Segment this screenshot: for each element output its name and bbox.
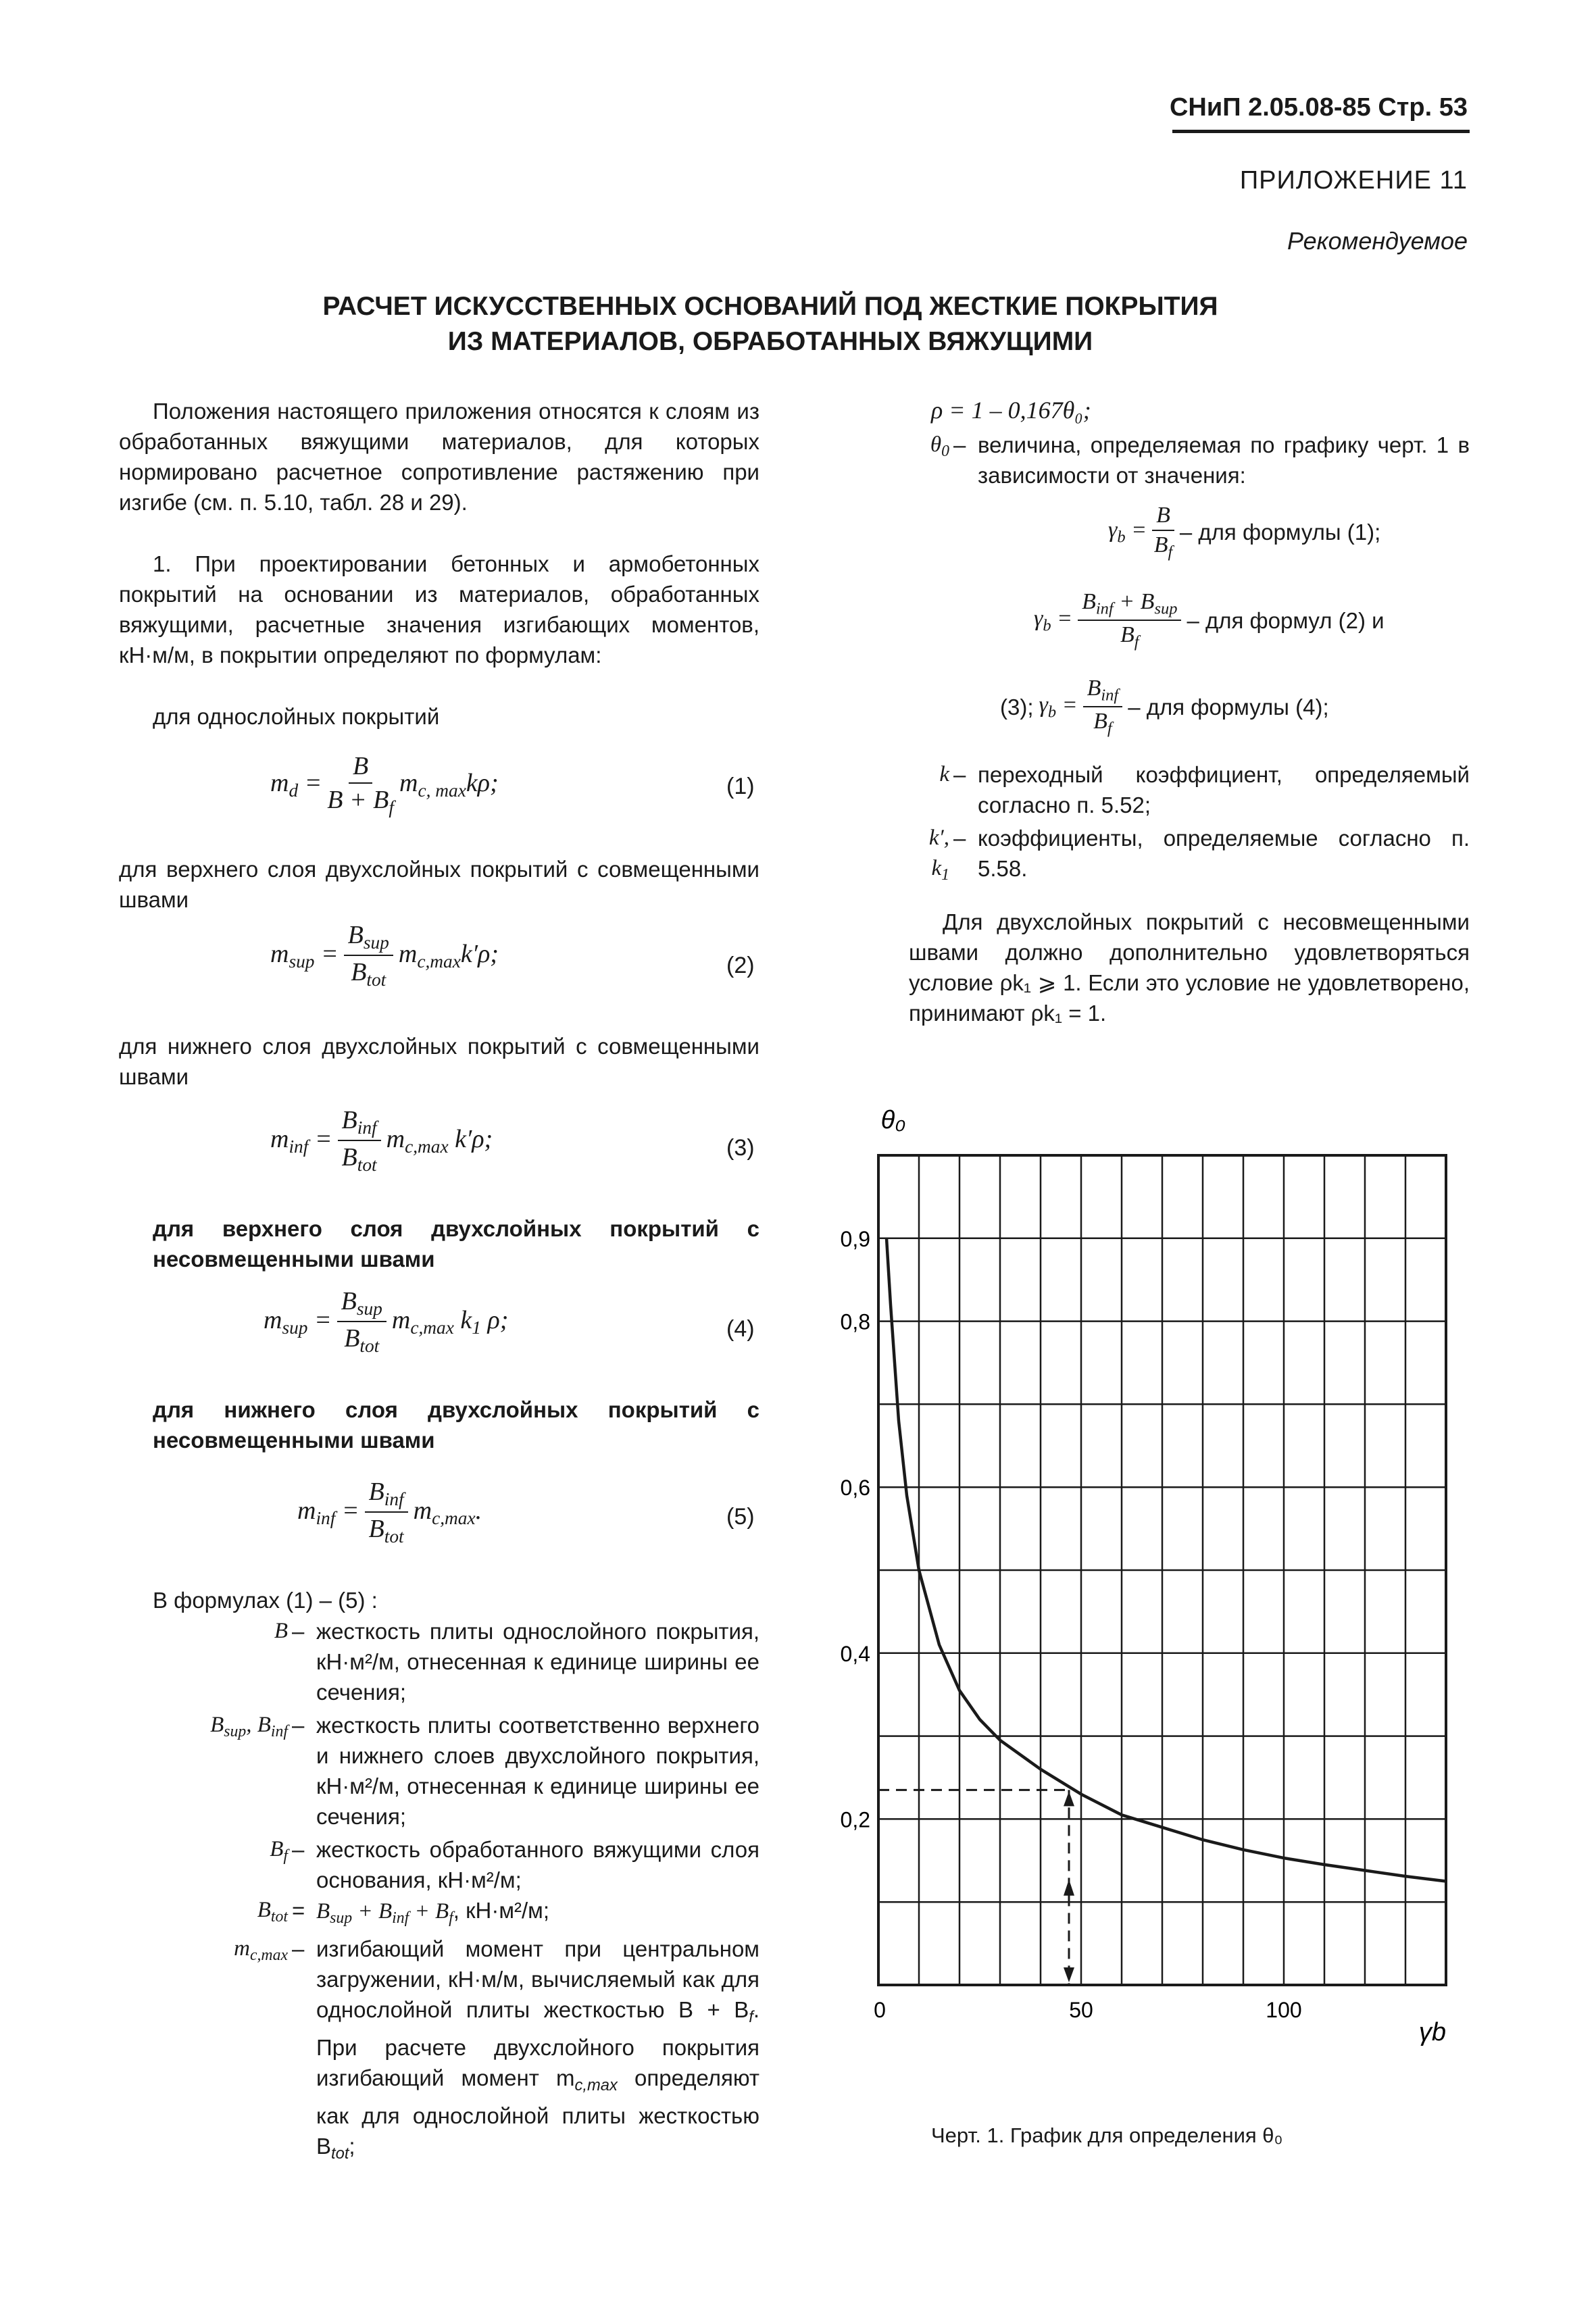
formula-5: $m_{inf}$ = $\frac{B_{inf}}{B_{tot}}$ $m_{c,max}$. [297,1478,482,1547]
definition-Bf: $B_f$ – жесткость обработанного вяжущими слоя основания, кН·м²/м; [270,1837,759,1892]
example-arrow-down [1064,1967,1074,1982]
appendix-status: Рекомендуемое [1287,227,1468,255]
y-tick-label: 0,6 [840,1476,870,1501]
theta-curve [887,1238,1446,1882]
example-arrow-up [1064,1791,1074,1806]
x-tick-label: 100 [1266,1998,1302,2022]
formula-1-rhs: $m_{c, max}k\rho$; [399,769,499,801]
definition-B: B – жесткость плиты однослойного покрытия, кН·м²/м, отнесенная к единице ширины ее сечения; [274,1619,759,1705]
intro-paragraph: Положения настоящего приложения относятся к слоям из обработанных вяжущими материалов, для которых нормировано расчетное сопротивление растяжению при изгибе (см. п. 5.10, табл. 28 и 29). [119,399,759,515]
appendix-label: ПРИЛОЖЕНИЕ 11 [1239,166,1468,195]
title-line-2: ИЗ МАТЕРИАЛОВ, ОБРАБОТАННЫХ ВЯЖУЩИМИ [447,327,1093,356]
case-upper-combined: для верхнего слоя двухслойных покрытий с совмещенными швами [119,857,759,912]
y-axis-label: θ₀ [880,1106,906,1134]
formulas-legend-heading: В формулах (1) – (5) : [153,1588,378,1613]
definition-Bsup-Binf: $B_{sup}$, $B_{inf}$ – жесткость плиты соответственно верхнего и нижнего слоев двухслойного покрытия, кН·м²/м, отнесенная к единице ширины ее сечения; [210,1713,759,1829]
x-axis-label: γb [1418,2018,1447,2046]
condition-paragraph: Для двухслойных покрытий с несовмещенными швами должно дополнительно удовлетворяться условие ρk₁ ⩾ 1. Если это условие не удовлетворено, принимают ρk₁ = 1. [909,909,1470,1026]
formula-4: $m_{sup}$ = $\frac{B_{sup}}{B_{tot}}$ $m_{c,max}$ $k_1$ ρ; [264,1287,509,1357]
formula-1 [270,751,499,818]
formula-1-lhs: $m_d$ = [270,769,322,801]
gamma-formula-2: $\gamma_b$ = $\frac{B_{inf} + B_{sup}}{B_f}$ – для формул (2) и [1034,589,1385,651]
rho-formula: ρ = 1 – 0,167θ₀; [931,397,1091,424]
y-tick-label: 0,8 [840,1309,870,1334]
gamma-formula-1: $\gamma_b$ = $\frac{B}{B_f}$ – для формулы (1); [1108,503,1381,561]
definitions-list [119,1616,759,2169]
x-tick-label: 0 [874,1998,886,2022]
equation-number-1: (1) [726,774,755,799]
case-lower-combined: для нижнего слоя двухслойных покрытий с совмещенными швами [119,1034,759,1089]
item-1-paragraph: 1. При проектировании бетонных и армобетонных покрытий на основании из материалов, обработанных вяжущими, расчетные значения изгибающих моментов, кН·м/м, в покрытии определяют по формулам: [119,551,759,668]
page-title [203,289,1338,359]
k-definitions: k – переходный коэффициент, определяемый согласно п. 5.52; k′, $k_1$ – коэффициенты, определяемые согласно п. 5.58. [928,762,1470,884]
title-line-1: РАСЧЕТ ИСКУССТВЕННЫХ ОСНОВАНИЙ ПОД ЖЕСТКИЕ ПОКРЫТИЯ [322,292,1218,321]
theta-chart [811,1081,1487,2054]
equation-number-2: (2) [726,953,755,978]
case-single-layer: для однослойных покрытий [153,704,440,729]
document-code: СНиП 2.05.08-85 Стр. 53 [1169,93,1468,122]
definition-mc-max: $m_{c,max}$ – изгибающий момент при центральном загружении, кН·м/м, вычисляемый как для однослойной плиты жесткостью $B + B_f$. При расчете двухслойного покрытия изгибающий момент $m_{c,max}$ определяют как для однослойной плиты жесткостью $B_{tot}$; [234,1936,759,2163]
formula-3: $m_{inf}$ = $\frac{B_{inf}}{B_{tot}}$ $m_{c,max}$ k′ρ; [270,1106,493,1176]
x-tick-label: 50 [1069,1998,1093,2022]
header-rule [1172,130,1470,133]
gamma-formula-3: (3); $\gamma_b$ = $\frac{B_{inf}}{B_f}$ – для формулы (4); [1000,676,1329,738]
theta-definition: $\theta_0$ – величина, определяемая по графику черт. 1 в зависимости от значения: [930,432,1470,488]
y-tick-label: 0,4 [840,1641,870,1666]
y-tick-label: 0,9 [840,1226,870,1251]
formula-2: $m_{sup}$ = $\frac{B_{sup}}{B_{tot}}$ $m_{c,max}k'\rho$; [270,921,499,990]
formula-1-fraction: $\frac{B}{B + B_f}$ [327,752,394,818]
y-tick-label: 0,2 [840,1807,870,1832]
example-arrow-mid [1064,1880,1074,1896]
equation-number-5: (5) [726,1504,755,1530]
equation-number-3: (3) [726,1135,755,1161]
case-lower-separate: для нижнего слоя двухслойных покрытий с несовмещенными швами [153,1397,759,1453]
definition-Btot: $B_{tot}$ = $B_{sup} + B_{inf} + B_f$, кН·м²/м; [257,1898,550,1928]
equation-number-4: (4) [726,1316,755,1342]
chart-caption: Черт. 1. График для определения θ₀ [931,2123,1283,2147]
case-upper-separate: для верхнего слоя двухслойных покрытий с несовмещенными швами [153,1216,759,1272]
